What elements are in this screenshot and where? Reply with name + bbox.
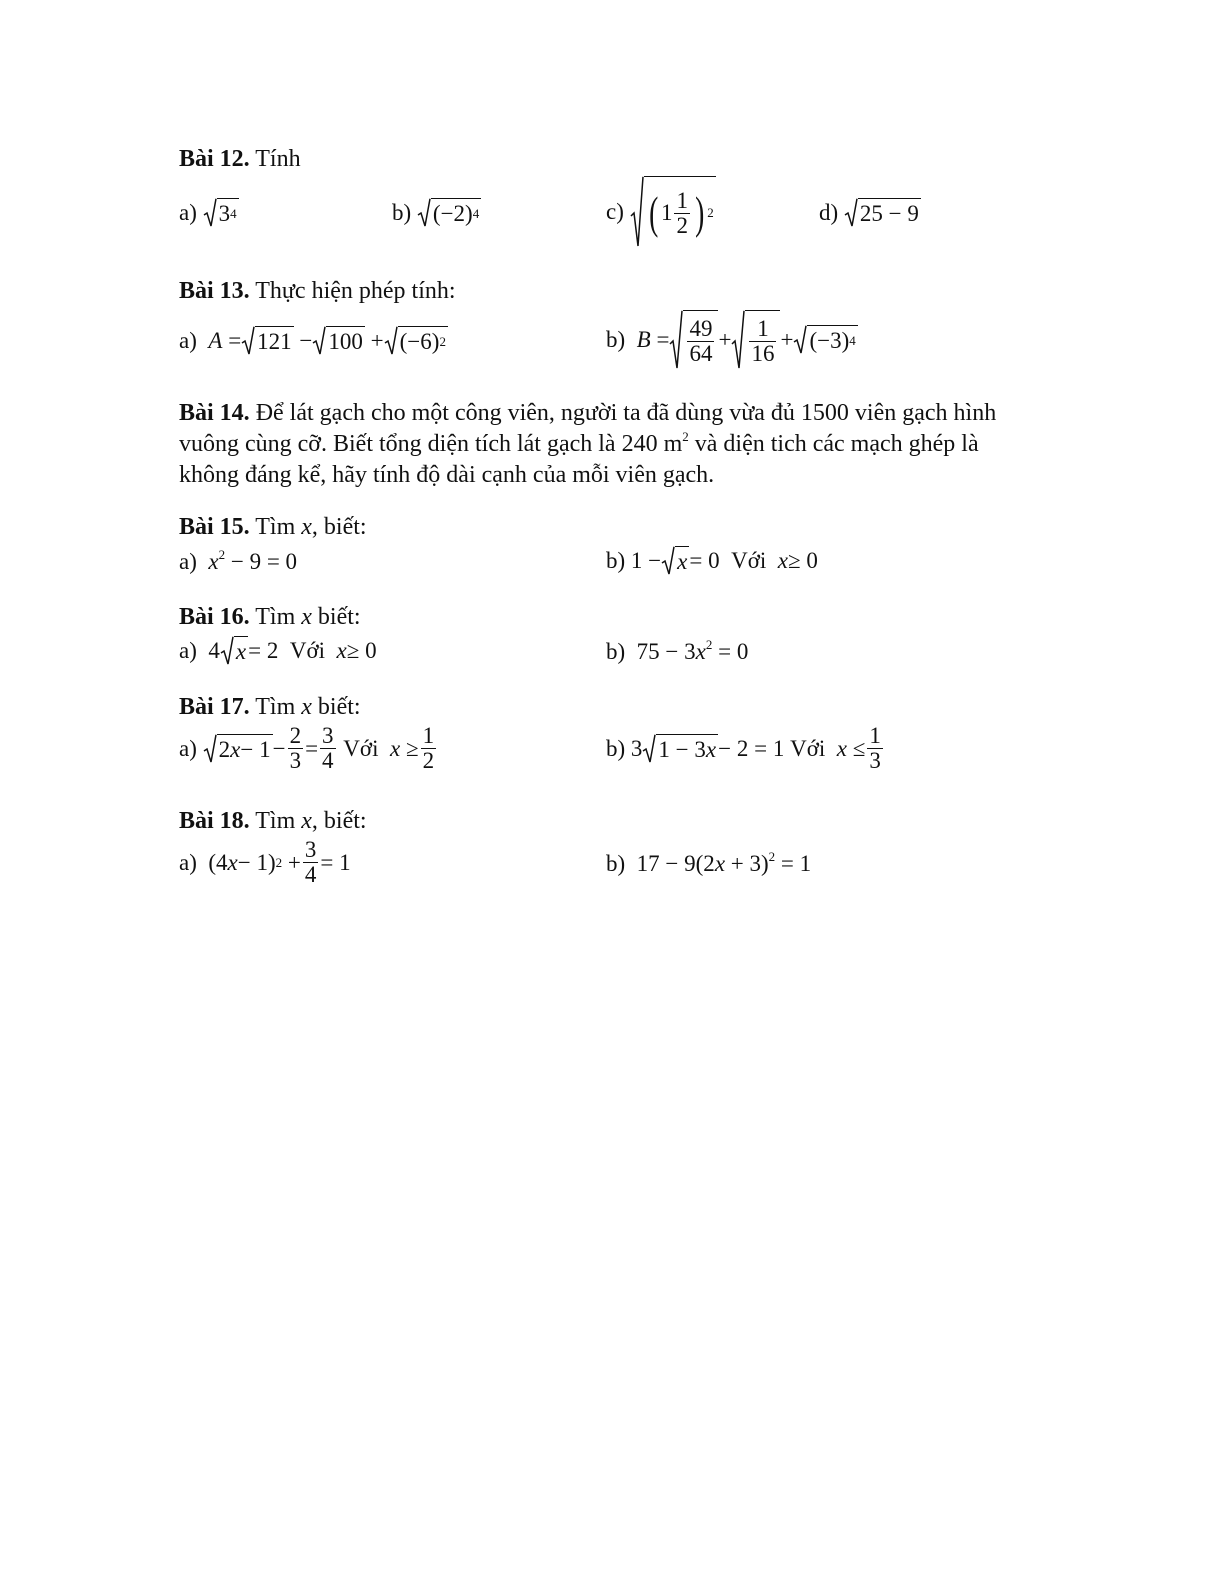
exercise-12b (392, 198, 481, 228)
denominator: 4 (322, 748, 334, 773)
equation-rest: − 9 = 0 (225, 549, 298, 574)
variable: x (777, 548, 788, 573)
sqrt-expression: (−2) 4 (417, 198, 481, 228)
exercise-13-heading (179, 276, 456, 306)
fraction (288, 724, 304, 773)
fraction (303, 838, 319, 887)
exercise-17a (179, 724, 438, 773)
numerator: 1 (869, 723, 881, 748)
sqrt-expression (241, 326, 294, 356)
sqrt-expression: ( 1 $\frac{1}{2}$ ) 2 (630, 176, 716, 248)
item-label: c) (606, 199, 624, 224)
sqrt-expression (220, 636, 248, 666)
prompt-text: Tìm (255, 694, 302, 720)
sqrt-expression (642, 734, 718, 764)
equation-part: − 1) (237, 849, 276, 875)
exercise-16-title: Bài 16. (179, 604, 250, 630)
radicand: (−6) (399, 329, 440, 354)
numerator: 1 (757, 315, 769, 341)
exercise-16a (179, 636, 377, 666)
condition: ≥ 0 (788, 548, 818, 573)
item-label: a) (179, 849, 197, 875)
variable: x (389, 735, 401, 761)
fraction (320, 724, 336, 773)
denominator: 2 (676, 212, 688, 238)
exercise-14-title: Bài 14. (179, 400, 250, 426)
variable: x (714, 851, 726, 876)
item-label: a) (179, 549, 197, 574)
exercise-12-heading (179, 144, 301, 174)
exercise-18-heading (179, 806, 367, 836)
sqrt-expression: 3 4 (203, 198, 239, 228)
exercise-18b (606, 850, 811, 878)
radicand-part: − 1 (240, 736, 271, 762)
exercise-18a: a) (4 x − 1) 2 + $\frac{3}{4}$ = 1 (179, 837, 351, 887)
radicand: 121 (257, 329, 292, 354)
sqrt-fraction (669, 310, 718, 370)
exercise-16b (606, 638, 748, 666)
radicand: 25 − 9 (859, 201, 919, 226)
exercise-12d (819, 198, 921, 228)
operator: = (656, 327, 670, 352)
equation-part: 1 − (630, 548, 662, 573)
radicand: 100 (328, 329, 363, 354)
equation-part: + 3) (725, 851, 769, 876)
condition: ≥ 0 (346, 638, 377, 663)
condition-word: Với (790, 735, 826, 761)
operator: − (272, 735, 286, 761)
numerator: 1 (676, 187, 688, 213)
radicand-part: 2 (218, 736, 231, 762)
exercise-12c (606, 176, 716, 248)
denominator: 16 (751, 340, 775, 366)
sqrt-expression (312, 326, 365, 356)
exercise-12-prompt: Tính (255, 146, 301, 172)
coefficient: 3 (630, 735, 643, 761)
fraction (867, 724, 883, 773)
exercise-13-title: Bài 13. (179, 278, 250, 304)
variable: x (695, 639, 706, 664)
numerator: 49 (689, 315, 713, 341)
item-label: a) (179, 328, 197, 353)
operator: = (305, 735, 319, 761)
variable: B (636, 327, 651, 352)
exponent: 2 (705, 637, 713, 652)
variable: x (208, 549, 219, 574)
prompt-text: biết: (311, 604, 361, 630)
exercise-17-title: Bài 17. (179, 694, 250, 720)
equation-part: (4 (208, 849, 228, 875)
sqrt-expression (203, 734, 273, 764)
exercise-15a (179, 548, 297, 576)
fraction (674, 189, 690, 238)
variable: x (227, 849, 238, 875)
operator: + (780, 327, 794, 352)
exercise-15-heading (179, 512, 367, 542)
exercise-14-text-part2: và diện tich các mạch ghép là không đáng kể, hãy tính độ dài cạnh của mỗi viên gạch. (179, 431, 979, 488)
radicand: (−3) (809, 328, 850, 353)
variable: x (836, 735, 847, 761)
exercise-13-prompt: Thực hiện phép tính: (255, 278, 456, 304)
numerator: 3 (322, 723, 334, 748)
variable: x (336, 638, 347, 663)
exercise-15-title: Bài 15. (179, 514, 250, 540)
variable: x (301, 514, 312, 540)
denominator: 4 (304, 862, 317, 887)
condition-word: Với (289, 638, 325, 663)
item-label: d) (819, 200, 839, 225)
item-label: a) (179, 200, 197, 225)
variable: x (301, 694, 312, 720)
prompt-text: Tìm (255, 604, 302, 630)
sqrt-expression (661, 546, 689, 576)
area-value: 240 m (621, 431, 683, 457)
coefficient: 4 (208, 638, 220, 663)
variable: x (301, 808, 312, 834)
denominator: 2 (422, 748, 435, 773)
item-label: b) (606, 851, 626, 876)
exponent: 2 (682, 429, 689, 444)
denominator: 64 (689, 340, 713, 366)
sqrt-expression: (−3) 4 (793, 325, 857, 355)
prompt-text: Tìm (255, 808, 302, 834)
variable: x (705, 736, 717, 762)
sqrt-fraction (731, 310, 780, 370)
denominator: 3 (869, 748, 881, 773)
prompt-text: , biết: (311, 514, 367, 540)
numerator: 3 (304, 837, 317, 862)
exercise-14-text-part1: Để lát gạch cho một công viên, người ta đã dùng vừa đủ 1500 viên gạch hình vuông cùng cỡ. Biết tổng diện tích lát gạch là (179, 400, 997, 457)
prompt-text: biết: (311, 694, 361, 720)
operator: + (287, 849, 301, 875)
item-label: b) (606, 735, 626, 761)
item-label: b) (606, 548, 626, 573)
operator: + (370, 328, 384, 353)
exercise-12a (179, 198, 239, 228)
condition-word: Với (731, 548, 767, 573)
operator: = (228, 328, 242, 353)
radicand-part: 1 − 3 (658, 736, 706, 762)
exercise-13b (606, 310, 858, 370)
variable: x (301, 604, 312, 630)
equation-part: 17 − 9(2 (636, 851, 715, 876)
equation-part: = 1 (775, 851, 812, 876)
exercise-13a (179, 326, 448, 356)
condition-operator: ≤ (852, 735, 866, 761)
fraction (687, 317, 714, 366)
variable: A (208, 328, 223, 353)
item-label: b) (606, 639, 626, 664)
exercise-15b (606, 546, 818, 576)
exercise-18-title: Bài 18. (179, 808, 250, 834)
exercise-14-paragraph (179, 398, 1039, 491)
prompt-text: , biết: (311, 808, 367, 834)
prompt-text: Tìm (255, 514, 302, 540)
variable: x (230, 736, 241, 762)
exercise-17b (606, 724, 885, 773)
numerator: 2 (289, 723, 302, 748)
equation-part: = 0 (689, 548, 720, 573)
numerator: 1 (422, 723, 435, 748)
exercise-16-heading (179, 602, 361, 632)
sqrt-expression: (−6) 2 (384, 326, 448, 356)
denominator: 3 (289, 748, 302, 773)
equation-part: − 2 = 1 (718, 735, 785, 761)
item-label: a) (179, 638, 197, 663)
fraction (421, 724, 437, 773)
radicand: 3 (218, 201, 231, 226)
mixed-whole: 1 (660, 200, 673, 225)
sqrt-expression (844, 198, 921, 228)
condition-word: Với (343, 735, 379, 761)
variable: x (235, 639, 247, 664)
equation-part: 75 − 3 (636, 639, 696, 664)
condition-operator: ≥ (405, 735, 419, 761)
operator: − (299, 328, 313, 353)
variable: x (677, 549, 688, 574)
exercise-12-title: Bài 12. (179, 146, 250, 172)
radicand: (−2) (432, 201, 473, 226)
exponent: 2 (218, 547, 226, 562)
item-label: a) (179, 735, 197, 761)
equation-part: = 1 (320, 849, 351, 875)
equation-part: = 0 (712, 639, 749, 664)
exponent: 2 (768, 849, 776, 864)
fraction (749, 317, 776, 366)
item-label: b) (606, 327, 626, 352)
operator: + (718, 327, 732, 352)
item-label: b) (392, 200, 412, 225)
exercise-17-heading (179, 692, 361, 722)
equation-part: = 2 (248, 638, 279, 663)
